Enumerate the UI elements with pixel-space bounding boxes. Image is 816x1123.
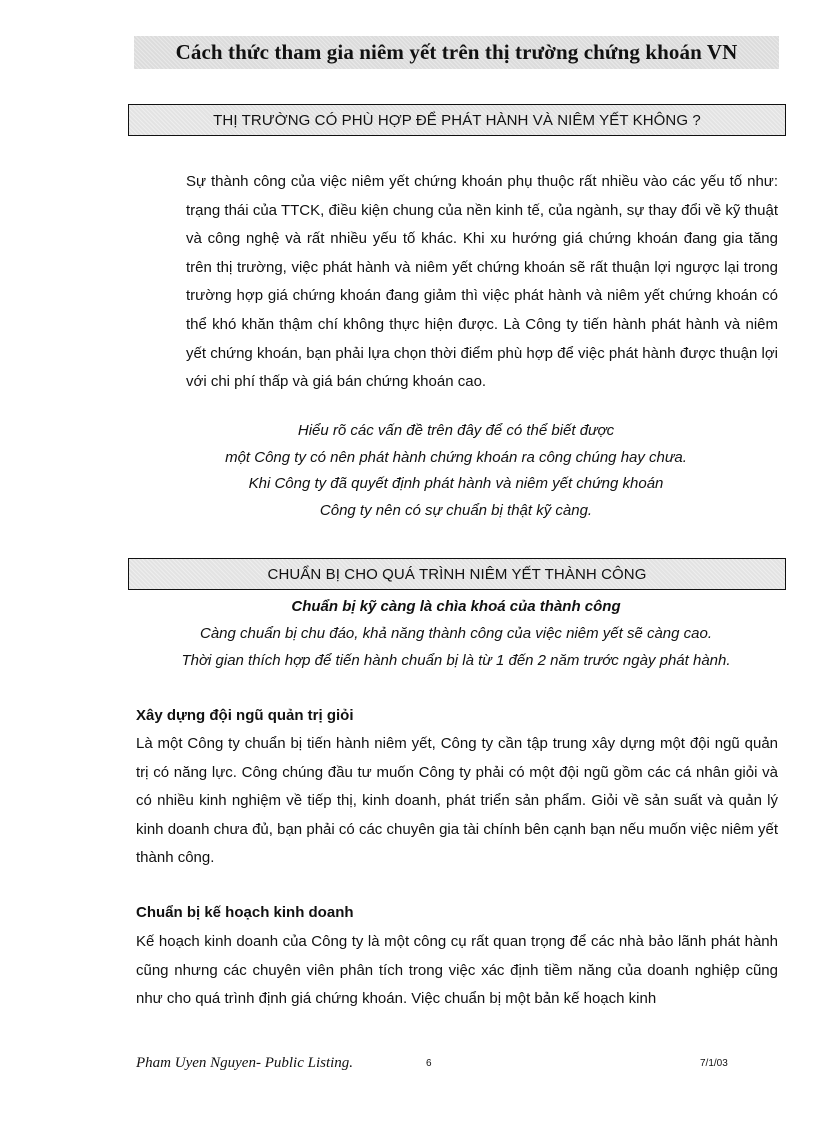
quote-line: Hiểu rõ các vấn đề trên đây để có thể biết được (297, 422, 615, 439)
management-team-paragraph: Là một Công ty chuẩn bị tiến hành niêm yết, Công ty cần tập trung xây dựng một đội ngũ quản trị có năng lực. Công chúng đầu tư muốn Công ty phải có một đội ngũ gồm các cá nhân giỏi và có nhiều kinh nghiệm về tiếp thị, kinh doanh, phát triển sản phẩm. Giỏi về sản suất và quản lý kinh doanh chưa đủ, bạn phải có các chuyên gia tài chính bên cạnh bạn nếu muốn việc niêm yết thành công. (136, 735, 778, 867)
quote-line: Càng chuẩn bị chu đáo, khả năng thành công của việc niêm yết sẽ càng cao. (199, 625, 712, 642)
document-title: Cách thức tham gia niêm yết trên thị trường chứng khoán VN (175, 40, 738, 64)
footer-page-number: 6 (426, 1058, 432, 1069)
footer-author: Pham Uyen Nguyen- Public Listing. (136, 1055, 354, 1071)
footer-date: 7/1/03 (700, 1058, 728, 1069)
subheading-management-team: Xây dựng đội ngũ quản trị giỏi (136, 707, 354, 724)
subheading-business-plan: Chuẩn bị kế hoạch kinh doanh (136, 904, 354, 921)
section-heading-market: THỊ TRƯỜNG CÓ PHÙ HỢP ĐỂ PHÁT HÀNH VÀ NIÊM YẾT KHÔNG ? (128, 104, 786, 136)
market-quote (128, 418, 784, 524)
section-heading-preparation: CHUẨN BỊ CHO QUÁ TRÌNH NIÊM YẾT THÀNH CÔNG (128, 558, 786, 590)
quote-line: một Công ty có nên phát hành chứng khoán ra công chúng hay chưa. (225, 448, 687, 466)
preparation-quote (128, 593, 784, 674)
quote-line: Khi Công ty đã quyết định phát hành và niêm yết chứng khoán (248, 475, 664, 492)
quote-line: Công ty nên có sự chuẩn bị thật kỹ càng. (319, 501, 593, 519)
quote-line: Thời gian thích hợp để tiến hành chuẩn bị là từ 1 đến 2 năm trước ngày phát hành. (181, 652, 731, 669)
title-bar (134, 36, 779, 69)
market-paragraph: Sự thành công của việc niêm yết chứng khoán phụ thuộc rất nhiều vào các yếu tố như: trạng thái của TTCK, điều kiện chung của nền kinh tế, của ngành, sự thay đổi về kỹ thuật và công nghệ và rất nhiều yếu tố khác. Khi xu hướng giá chứng khoán đang gia tăng trên thị trường, việc phát hành và niêm yết chứng khoán sẽ rất thuận lợi ngược lại trong trường hợp giá chứng khoán đang giảm thì việc phát hành và niêm yết chứng khoán có thể khó khăn thậm chí không thực hiện được. Là Công ty tiến hành phát hành và niêm yết chứng khoán, bạn phải lựa chọn thời điểm phù hợp để việc phát hành được thuận lợi với chi phí thấp và giá bán chứng khoán cao. (186, 173, 778, 391)
preparation-lead: Chuẩn bị kỹ càng là chìa khoá của thành công (291, 598, 621, 615)
business-plan-paragraph: Kế hoạch kinh doanh của Công ty là một công cụ rất quan trọng để các nhà bảo lãnh phát hành cũng nhưng các chuyên viên phân tích trong việc xác định tiềm năng của doanh nghiệp cũng như cho quá trình định giá chứng khoán. Việc chuẩn bị một bản kế hoạch kinh (136, 933, 778, 1008)
